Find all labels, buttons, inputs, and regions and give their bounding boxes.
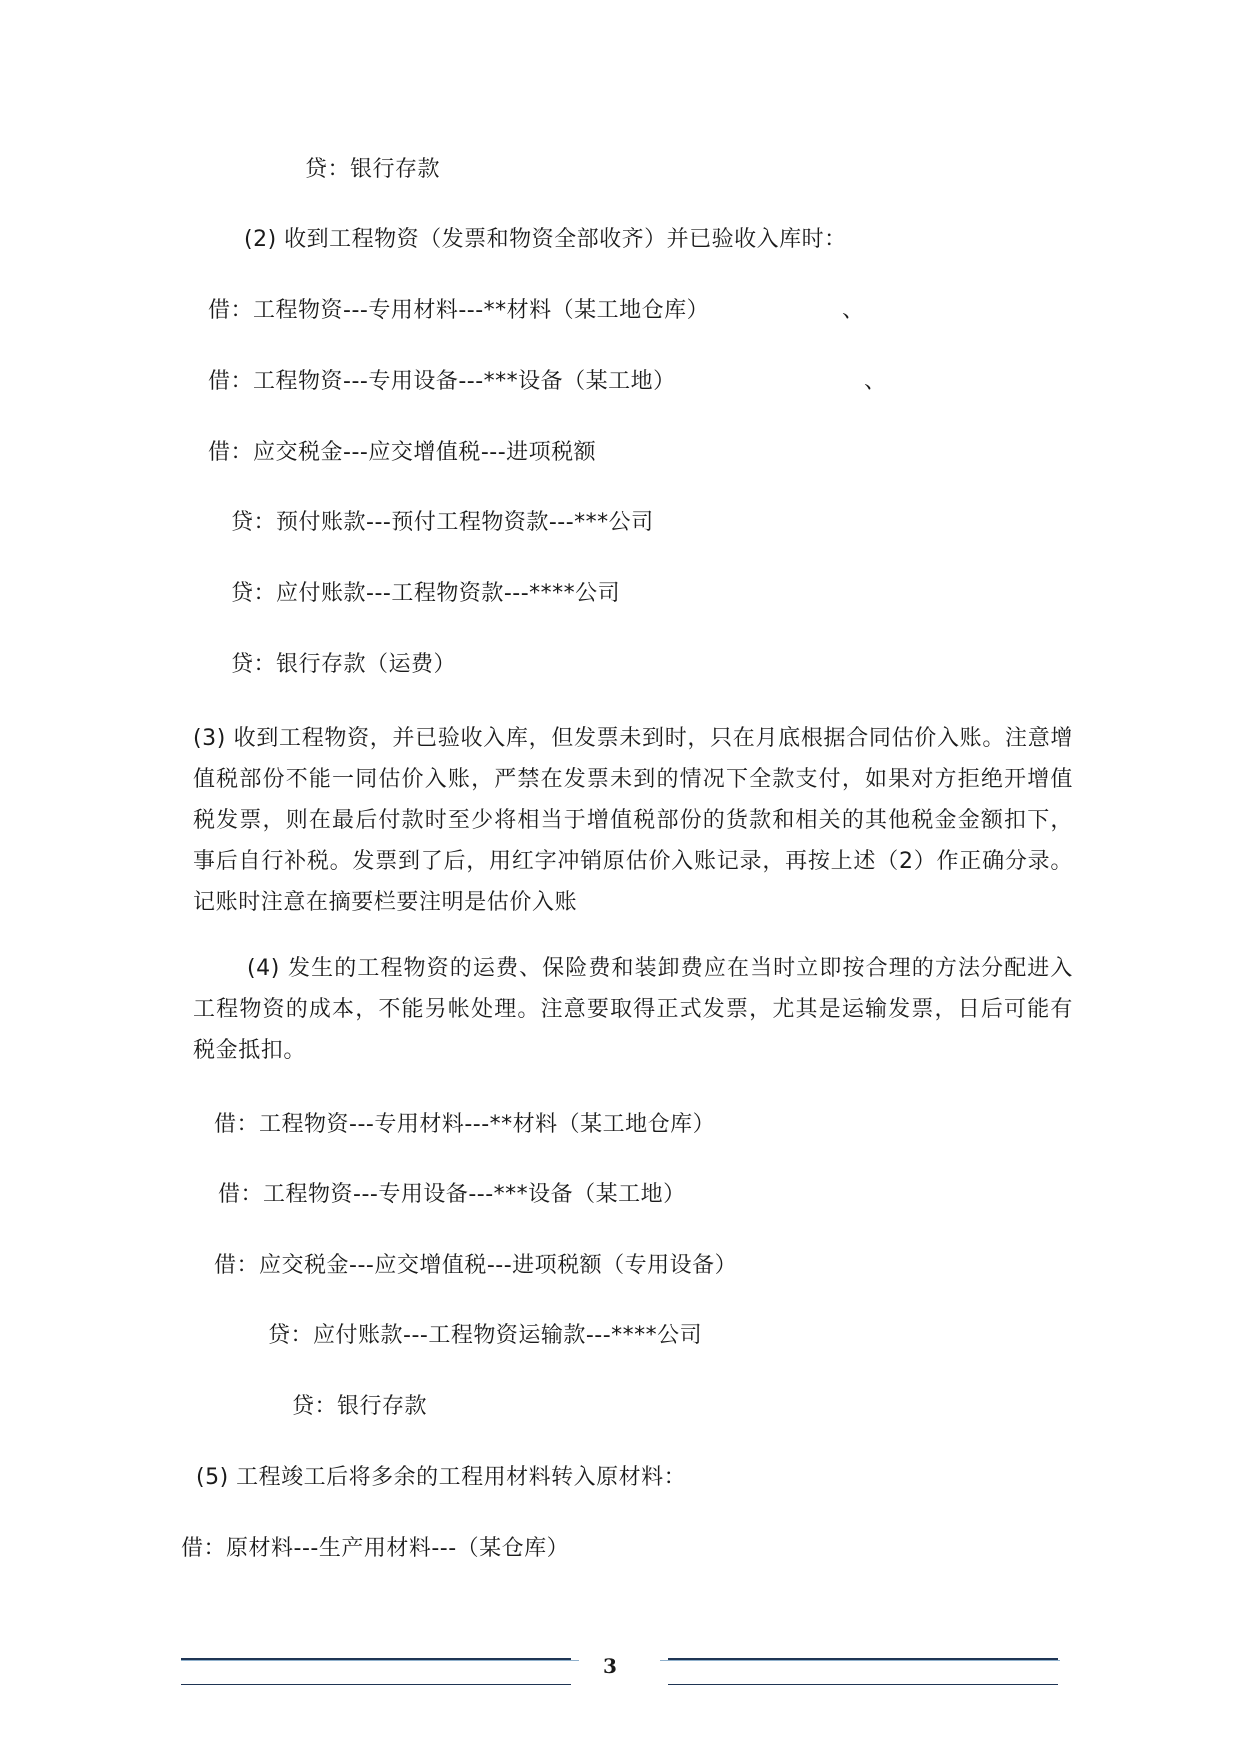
section-heading: (5) 工程竣工后将多余的工程用材料转入原材料： bbox=[196, 1465, 687, 1490]
footer-rule-left-accent bbox=[181, 1660, 579, 1661]
journal-line: 贷：应付账款---工程物资运输款---****公司 bbox=[268, 1323, 703, 1348]
journal-line: 贷：银行存款（运费） bbox=[231, 652, 457, 677]
section-heading: (2) 收到工程物资（发票和物资全部收齐）并已验收入库时： bbox=[244, 227, 847, 252]
journal-line: 借：工程物资---专用材料---**材料（某工地仓库） bbox=[214, 1112, 716, 1137]
footer-rule-right-accent bbox=[660, 1660, 1060, 1661]
journal-line: 贷：银行存款 bbox=[292, 1394, 428, 1419]
journal-line: 借：工程物资---专用设备---***设备（某工地） bbox=[208, 369, 676, 394]
journal-mark: 、 bbox=[864, 369, 887, 394]
paragraph-3: (3) 收到工程物资，并已验收入库，但发票未到时，只在月底根据合同估价入账。注意增值税部份不能一同估价入账，严禁在发票未到的情况下全款支付，如果对方拒绝开增值税发票，则在最后付款时至少将相当于增值税部份的货款和相关的其他税金金额扣下，事后自行补税。发票到了后，用红字冲销原估价入账记录，再按上述（2）作正确分录。记账时注意在摘要栏要注明是估价入账 bbox=[193, 726, 1073, 915]
journal-mark: 、 bbox=[842, 298, 865, 323]
journal-line: 借：应交税金---应交增值税---进项税额（专用设备） bbox=[214, 1253, 738, 1278]
journal-line: 贷：银行存款 bbox=[305, 157, 441, 182]
journal-line: 贷：应付账款---工程物资款---****公司 bbox=[231, 581, 621, 606]
footer-rule-right-bottom bbox=[668, 1684, 1058, 1685]
journal-line: 借：应交税金---应交增值税---进项税额 bbox=[208, 440, 597, 465]
journal-line: 借：工程物资---专用材料---**材料（某工地仓库） bbox=[208, 298, 710, 323]
journal-line: 借：原材料---生产用材料---（某仓库） bbox=[181, 1536, 570, 1561]
paragraph-4: (4) 发生的工程物资的运费、保险费和装卸费应在当时立即按合理的方法分配进入工程物资的成本，不能另帐处理。注意要取得正式发票，尤其是运输发票，日后可能有税金抵扣。 bbox=[193, 956, 1073, 1063]
journal-line: 贷：预付账款---预付工程物资款---***公司 bbox=[231, 510, 654, 535]
journal-line: 借：工程物资---专用设备---***设备（某工地） bbox=[218, 1182, 686, 1207]
footer-rule-left-bottom bbox=[181, 1684, 571, 1685]
page-number: 3 bbox=[603, 1654, 617, 1678]
